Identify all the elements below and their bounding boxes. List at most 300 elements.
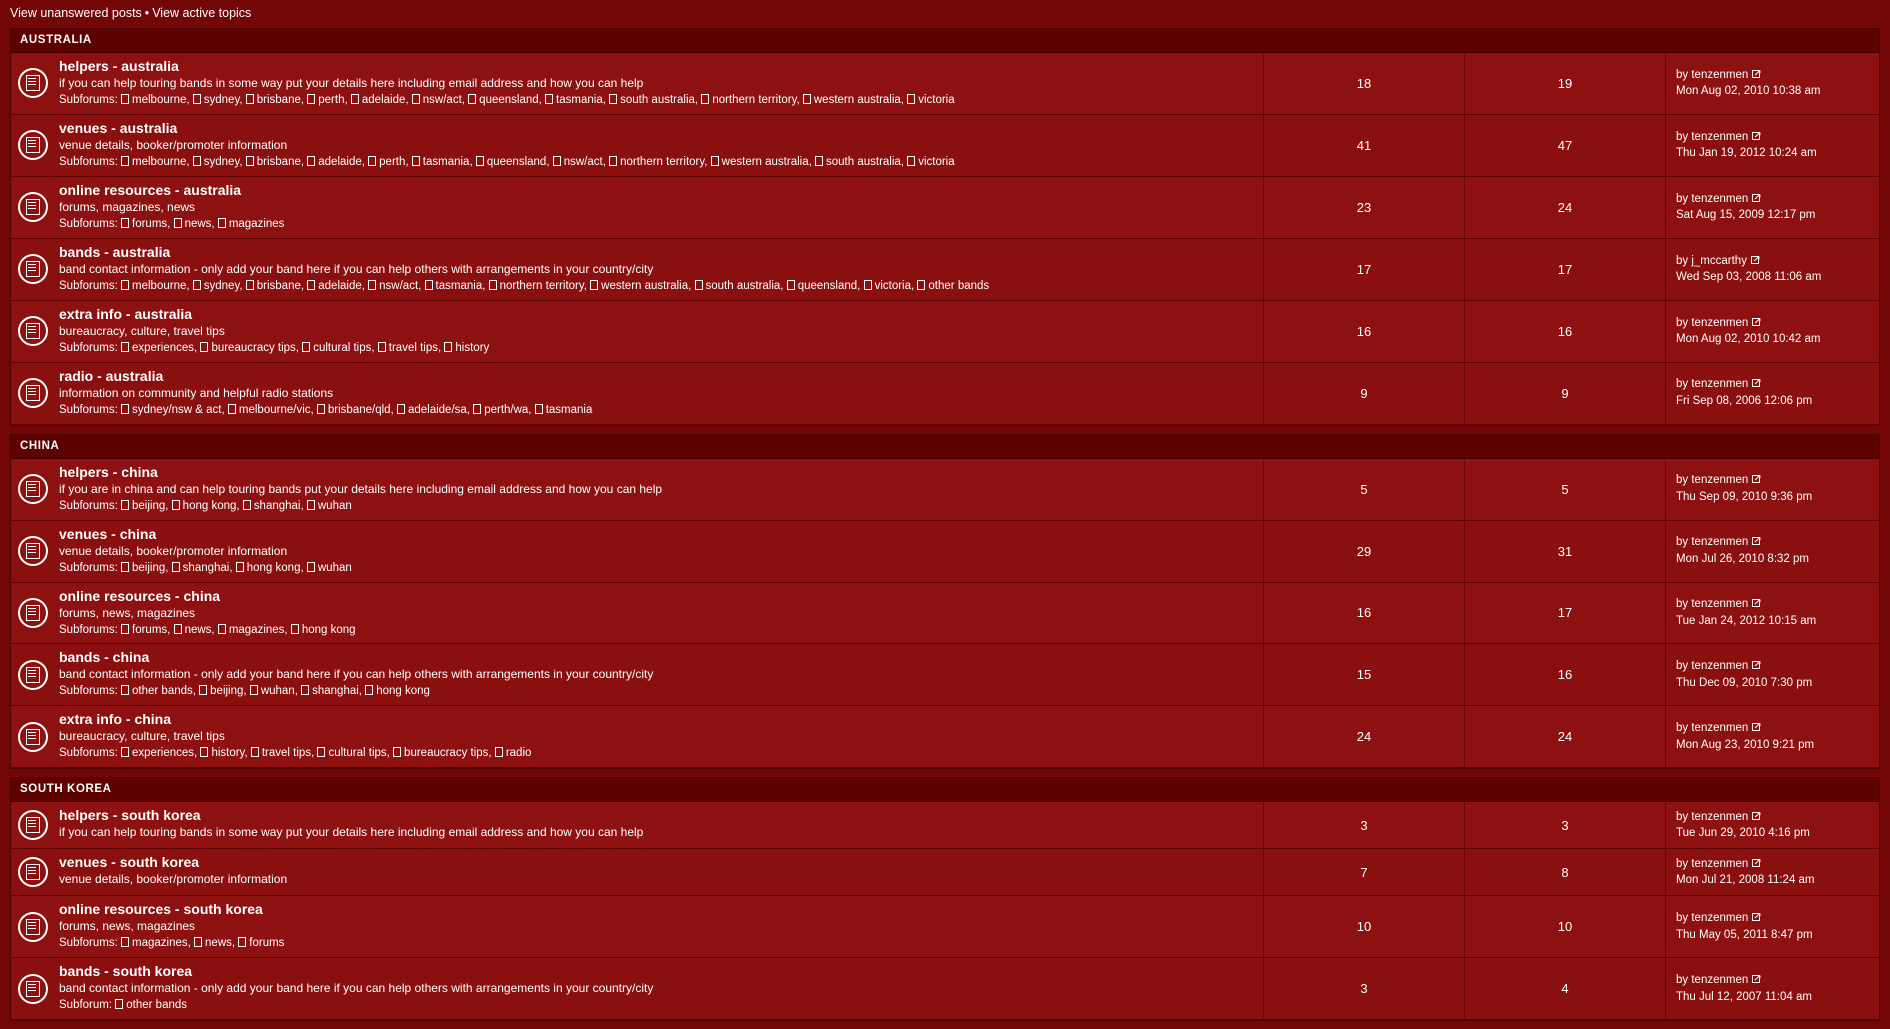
subforum-link[interactable] (412, 94, 465, 106)
subforum-link[interactable] (243, 500, 304, 512)
subforum-link[interactable] (609, 94, 698, 106)
subforum-icon (425, 280, 433, 290)
subforum-label: queensland, (486, 155, 550, 168)
subforum-label: victoria (918, 94, 955, 106)
forum-folder-icon (18, 974, 48, 1004)
forum-title-link[interactable]: extra info - australia (59, 305, 193, 322)
by-label: by (1676, 68, 1689, 81)
subforum-link[interactable] (218, 218, 285, 230)
subforum-list (59, 684, 1253, 699)
last-post-author-link[interactable]: tenzenmen (1691, 857, 1749, 870)
goto-last-post-icon[interactable] (1752, 661, 1762, 670)
subforum-link[interactable] (317, 747, 389, 759)
last-post-author-line (1676, 809, 1871, 826)
subforum-icon (368, 280, 376, 290)
forum-folder-icon (18, 810, 48, 840)
subforum-link[interactable] (412, 156, 473, 168)
subforum-link[interactable] (121, 747, 197, 759)
last-post-cell (1665, 958, 1879, 1019)
last-post-author-link[interactable]: tenzenmen (1691, 660, 1749, 673)
forum-details (55, 706, 1263, 767)
subforum-link[interactable] (228, 404, 314, 416)
forum-folder-icon (18, 254, 48, 284)
subforum-link[interactable] (468, 94, 542, 106)
last-post-author-link[interactable]: tenzenmen (1691, 536, 1749, 549)
goto-last-post-icon[interactable] (1752, 475, 1762, 484)
last-post-author-link[interactable]: tenzenmen (1691, 316, 1749, 329)
subforum-label: brisbane, (256, 279, 305, 292)
subforum-label: south australia, (705, 279, 784, 292)
last-post-author-line (1676, 910, 1871, 927)
forum-table (10, 777, 1880, 1021)
subforum-link[interactable] (246, 156, 304, 168)
forum-row (11, 802, 1879, 849)
subforum-label: perth, (379, 155, 409, 168)
forum-title-link[interactable]: bands - australia (59, 243, 171, 260)
last-post-cell (1665, 583, 1879, 644)
subforum-label: hong kong (376, 685, 430, 698)
subforum-label: bureaucracy tips, (211, 341, 300, 354)
forum-title-link[interactable]: online resources - australia (59, 181, 242, 198)
subforum-label: sydney, (203, 94, 243, 106)
last-post-author-link[interactable]: j_mccarthy (1691, 254, 1747, 267)
forum-description: bureaucracy, culture, travel tips (59, 729, 225, 744)
subforum-list (59, 561, 1253, 576)
topics-count: 3 (1263, 802, 1464, 848)
forum-details (55, 239, 1263, 300)
last-post-author-link[interactable]: tenzenmen (1691, 810, 1749, 823)
forum-description: band contact information - only add your band here if you can help others with arrangements in your country/city (59, 981, 654, 996)
forum-details (55, 53, 1263, 114)
by-label: by (1676, 254, 1689, 267)
last-post-date: Sat Aug 15, 2009 12:17 pm (1676, 209, 1816, 222)
subforum-link[interactable] (193, 94, 243, 106)
subforum-link[interactable] (121, 218, 170, 230)
by-label: by (1676, 192, 1689, 205)
subforum-link[interactable] (200, 342, 299, 354)
subforum-label: northern territory, (499, 279, 587, 292)
subforum-link[interactable] (121, 937, 191, 949)
subforum-list (59, 93, 1253, 108)
forum-title-link[interactable]: venues - south korea (59, 854, 200, 871)
subforum-link[interactable] (701, 94, 799, 106)
last-post-cell (1665, 239, 1879, 300)
subforum-label: tasmania, (435, 279, 486, 292)
subforum-link[interactable] (307, 94, 347, 106)
goto-last-post-icon[interactable] (1752, 975, 1762, 984)
last-post-author-link[interactable]: tenzenmen (1691, 378, 1749, 391)
subforum-link[interactable] (907, 94, 954, 106)
subforum-icon (476, 156, 484, 166)
subforum-label: news, (205, 937, 236, 950)
subforum-link[interactable] (495, 747, 532, 759)
forum-folder-icon (18, 598, 48, 628)
subforum-link[interactable] (378, 342, 441, 354)
subforum-label: sydney, (203, 279, 243, 292)
subforums-label: Subforums: (59, 341, 118, 354)
by-label: by (1676, 316, 1689, 329)
forum-details (55, 459, 1263, 520)
subforum-list (59, 499, 1253, 514)
by-label: by (1676, 598, 1689, 611)
subforum-link[interactable] (172, 500, 240, 512)
subforum-label: news, (184, 623, 215, 636)
goto-last-post-icon[interactable] (1752, 599, 1762, 608)
forum-title-link[interactable]: online resources - south korea (59, 901, 263, 918)
subforum-link[interactable] (121, 156, 190, 168)
topics-count: 41 (1263, 115, 1464, 176)
forum-description: venue details, booker/promoter information (59, 137, 288, 152)
view-active-topics-link[interactable]: View active topics (152, 6, 252, 20)
forum-icon-cell (11, 802, 55, 848)
by-label: by (1676, 660, 1689, 673)
forum-row (11, 301, 1879, 363)
subforum-list (59, 998, 1253, 1013)
subforum-label: western australia, (721, 155, 812, 168)
forum-icon-cell (11, 301, 55, 362)
subforum-label: western australia, (813, 94, 904, 106)
category-block (0, 434, 1890, 770)
subforum-icon (172, 562, 180, 572)
forum-row (11, 177, 1879, 239)
goto-last-post-icon[interactable] (1752, 194, 1762, 203)
goto-last-post-icon[interactable] (1752, 537, 1762, 546)
subforum-label: wuhan (317, 499, 352, 512)
forum-row (11, 363, 1879, 425)
last-post-author-line (1676, 472, 1871, 489)
subforum-link[interactable] (351, 94, 409, 106)
forum-row (11, 958, 1879, 1020)
subforum-label: nsw/act, (379, 279, 422, 292)
goto-last-post-icon[interactable] (1752, 723, 1762, 732)
subforum-icon (172, 500, 180, 510)
subforum-icon (553, 156, 561, 166)
posts-count: 31 (1464, 521, 1665, 582)
subforum-label: magazines, (228, 623, 288, 636)
forum-details (55, 583, 1263, 644)
forum-folder-icon (18, 857, 48, 887)
subforum-icon (351, 94, 359, 104)
subforum-link[interactable] (803, 94, 904, 106)
subforum-link[interactable] (553, 156, 606, 168)
forum-icon-cell (11, 521, 55, 582)
subforum-icon (307, 94, 315, 104)
subforum-label: adelaide/sa, (407, 403, 470, 416)
subforum-label: sydney/nsw & act, (132, 403, 225, 416)
last-post-date: Tue Jun 29, 2010 4:16 pm (1676, 827, 1810, 840)
forum-row (11, 115, 1879, 177)
subforum-label: other bands (928, 279, 990, 292)
subforum-label: melbourne, (132, 94, 190, 106)
subforum-icon (200, 747, 208, 757)
forum-row (11, 239, 1879, 301)
subforum-link[interactable] (317, 404, 394, 416)
subforum-link[interactable] (121, 342, 197, 354)
subforum-label: other bands, (132, 685, 196, 698)
subforum-icon (115, 999, 123, 1009)
forum-title-link[interactable]: online resources - china (59, 587, 221, 604)
view-unanswered-posts-link[interactable]: View unanswered posts (10, 6, 142, 20)
subforum-link[interactable] (711, 156, 812, 168)
goto-last-post-icon[interactable] (1752, 318, 1762, 327)
subforum-link[interactable] (302, 342, 374, 354)
subforum-label: victoria (918, 155, 955, 168)
last-post-date: Tue Jan 24, 2012 10:15 am (1676, 614, 1817, 627)
last-post-date: Thu Sep 09, 2010 9:36 pm (1676, 491, 1813, 504)
last-post-author-link[interactable]: tenzenmen (1691, 974, 1749, 987)
forum-table (10, 28, 1880, 426)
subforum-link[interactable] (307, 562, 352, 574)
forum-description: venue details, booker/promoter information (59, 543, 288, 558)
subforum-icon (907, 156, 915, 166)
last-post-author-link[interactable]: tenzenmen (1691, 130, 1749, 143)
subforum-icon (711, 156, 719, 166)
subforum-link[interactable] (246, 280, 304, 292)
subforum-link[interactable] (246, 94, 304, 106)
posts-count: 16 (1464, 644, 1665, 705)
last-post-author-line (1676, 720, 1871, 737)
goto-last-post-icon[interactable] (1752, 913, 1762, 922)
topics-count: 5 (1263, 459, 1464, 520)
subforum-label: shanghai, (182, 561, 233, 574)
forum-description: forums, magazines, news (59, 199, 196, 214)
subforum-label: south australia, (826, 155, 904, 168)
forum-title-link[interactable]: venues - china (59, 525, 157, 542)
subforum-link[interactable] (301, 685, 362, 697)
forum-icon-cell (11, 706, 55, 767)
topics-count: 3 (1263, 958, 1464, 1019)
last-post-date: Mon Jul 26, 2010 8:32 pm (1676, 553, 1809, 566)
subforum-icon (193, 280, 201, 290)
subforum-link[interactable] (425, 280, 486, 292)
last-post-author-link[interactable]: tenzenmen (1691, 598, 1749, 611)
forum-details (55, 896, 1263, 957)
last-post-author-line (1676, 67, 1871, 84)
subforum-link[interactable] (121, 280, 190, 292)
subforum-label: hong kong, (182, 499, 240, 512)
subforum-link[interactable] (121, 404, 225, 416)
forum-title-link[interactable]: helpers - south korea (59, 807, 201, 824)
forum-title-link[interactable]: helpers - australia (59, 58, 179, 74)
last-post-date: Thu Dec 09, 2010 7:30 pm (1676, 676, 1813, 689)
subforum-link[interactable] (864, 280, 915, 292)
subforum-link[interactable] (251, 747, 314, 759)
subforum-icon (228, 404, 236, 414)
forum-description: band contact information - only add your band here if you can help others with arrangements in your country/city (59, 667, 654, 682)
forum-title-link[interactable]: bands - south korea (59, 963, 193, 980)
forum-title-link[interactable]: extra info - china (59, 711, 172, 728)
last-post-author-line (1676, 596, 1871, 613)
subforum-icon (317, 747, 325, 757)
last-post-author-line (1676, 856, 1871, 873)
subforum-icon (803, 94, 811, 104)
subforum-label: hong kong, (246, 561, 304, 574)
subforum-link[interactable] (115, 999, 187, 1011)
subforum-link[interactable] (121, 685, 196, 697)
subforum-icon (368, 156, 376, 166)
subforum-link[interactable] (489, 280, 587, 292)
top-quick-links (0, 0, 1890, 28)
subforum-icon (473, 404, 481, 414)
forum-description: information on community and helpful radio stations (59, 385, 334, 400)
subforum-link[interactable] (121, 500, 168, 512)
subforum-label: beijing, (132, 499, 169, 512)
category-block (0, 777, 1890, 1021)
subforum-link[interactable] (787, 280, 861, 292)
subforum-link[interactable] (444, 342, 489, 354)
last-post-date: Thu May 05, 2011 8:47 pm (1676, 928, 1813, 941)
last-post-cell (1665, 849, 1879, 895)
forum-table (10, 434, 1880, 770)
goto-last-post-icon[interactable] (1752, 379, 1762, 388)
subforum-link[interactable] (307, 156, 365, 168)
subforum-label: sydney, (203, 155, 243, 168)
subforum-link[interactable] (200, 747, 247, 759)
subforum-list (59, 341, 1253, 356)
forum-icon-cell (11, 896, 55, 957)
subforums-label: Subforums: (59, 623, 118, 636)
subforum-link[interactable] (695, 280, 784, 292)
subforum-icon (609, 94, 617, 104)
subforums-label: Subforums: (59, 279, 118, 292)
subforum-link[interactable] (609, 156, 707, 168)
subforum-link[interactable] (590, 280, 691, 292)
subforum-link[interactable] (238, 937, 284, 949)
subforum-label: tasmania (545, 403, 593, 416)
goto-last-post-icon[interactable] (1752, 70, 1762, 79)
last-post-author-link[interactable]: tenzenmen (1691, 68, 1749, 81)
subforum-link[interactable] (121, 94, 190, 106)
last-post-author-link[interactable]: tenzenmen (1691, 722, 1749, 735)
forum-details (55, 958, 1263, 1019)
subforum-icon (250, 685, 258, 695)
forum-details (55, 521, 1263, 582)
last-post-cell (1665, 802, 1879, 848)
subforums-label: Subforums: (59, 403, 118, 416)
subforum-link[interactable] (236, 562, 304, 574)
subforum-link[interactable] (307, 500, 352, 512)
topics-count: 16 (1263, 583, 1464, 644)
goto-last-post-icon[interactable] (1751, 256, 1761, 265)
subforum-label: experiences, (132, 341, 198, 354)
subforums-label: Subforums: (59, 747, 118, 760)
goto-last-post-icon[interactable] (1752, 812, 1762, 821)
subforum-link[interactable] (476, 156, 550, 168)
subforum-link[interactable] (397, 404, 470, 416)
subforum-link[interactable] (199, 685, 246, 697)
last-post-author-link[interactable]: tenzenmen (1691, 192, 1749, 205)
forum-title-link[interactable]: helpers - china (59, 463, 158, 480)
subforum-icon (236, 562, 244, 572)
forum-icon-cell (11, 849, 55, 895)
subforum-link[interactable] (172, 562, 233, 574)
subforum-icon (199, 685, 207, 695)
subforum-link[interactable] (473, 404, 531, 416)
subforum-icon (917, 280, 925, 290)
topics-count: 18 (1263, 53, 1464, 114)
subforums-label: Subforums: (59, 94, 118, 106)
subforum-link[interactable] (193, 156, 243, 168)
last-post-cell (1665, 177, 1879, 238)
forum-rows (11, 802, 1879, 1020)
category-block (0, 28, 1890, 426)
last-post-date: Wed Sep 03, 2008 11:06 am (1676, 271, 1822, 284)
subforum-link[interactable] (815, 156, 904, 168)
forum-title-link[interactable]: venues - australia (59, 119, 178, 136)
subforum-icon (609, 156, 617, 166)
last-post-author-link[interactable]: tenzenmen (1691, 474, 1749, 487)
subforum-link[interactable] (307, 280, 365, 292)
subforum-link[interactable] (365, 685, 430, 697)
last-post-author-link[interactable]: tenzenmen (1691, 912, 1749, 925)
forum-folder-icon (18, 536, 48, 566)
goto-last-post-icon[interactable] (1752, 859, 1762, 868)
goto-last-post-icon[interactable] (1752, 132, 1762, 141)
forum-row (11, 583, 1879, 645)
subforum-link[interactable] (121, 624, 170, 636)
subforum-link[interactable] (193, 280, 243, 292)
subforum-label: brisbane, (256, 155, 305, 168)
subforum-link[interactable] (368, 156, 408, 168)
posts-count: 5 (1464, 459, 1665, 520)
by-label: by (1676, 722, 1689, 735)
topics-count: 9 (1263, 363, 1464, 424)
subforum-label: brisbane/qld, (327, 403, 394, 416)
subforum-link[interactable] (121, 562, 168, 574)
subforum-icon (468, 94, 476, 104)
subforum-icon (193, 94, 201, 104)
subforum-label: nsw/act, (422, 94, 465, 106)
subforum-link[interactable] (393, 747, 492, 759)
subforum-icon (701, 94, 709, 104)
subforum-link[interactable] (917, 280, 989, 292)
subforum-link[interactable] (535, 404, 593, 416)
subforum-icon (378, 342, 386, 352)
subforum-link[interactable] (291, 624, 356, 636)
subforum-label: northern territory, (620, 155, 708, 168)
subforum-label: shanghai, (253, 499, 304, 512)
forum-title-link[interactable]: bands - china (59, 649, 150, 666)
category-header[interactable]: SOUTH KOREA (11, 778, 1879, 802)
subforum-label: hong kong (301, 623, 356, 636)
subforum-link[interactable] (545, 94, 606, 106)
last-post-cell (1665, 521, 1879, 582)
subforum-icon (193, 156, 201, 166)
category-header[interactable]: AUSTRALIA (11, 29, 1879, 53)
last-post-date: Fri Sep 08, 2006 12:06 pm (1676, 395, 1813, 408)
subforum-label: victoria, (874, 279, 915, 292)
subforum-link[interactable] (907, 156, 954, 168)
subforum-link[interactable] (174, 218, 215, 230)
posts-count: 19 (1464, 53, 1665, 114)
subforum-icon (121, 562, 129, 572)
forum-title-link[interactable]: radio - australia (59, 367, 164, 384)
subforum-link[interactable] (368, 280, 421, 292)
subforum-link[interactable] (218, 624, 288, 636)
last-post-cell (1665, 115, 1879, 176)
subforum-icon (121, 624, 129, 634)
subforum-icon (815, 156, 823, 166)
last-post-author-line (1676, 376, 1871, 393)
subforum-link[interactable] (194, 937, 235, 949)
subforum-link[interactable] (174, 624, 215, 636)
posts-count: 8 (1464, 849, 1665, 895)
subforum-label: melbourne, (132, 279, 190, 292)
subforum-label: tasmania, (556, 94, 606, 106)
category-header[interactable]: CHINA (11, 435, 1879, 459)
subforum-link[interactable] (250, 685, 298, 697)
forum-description: bureaucracy, culture, travel tips (59, 323, 225, 338)
